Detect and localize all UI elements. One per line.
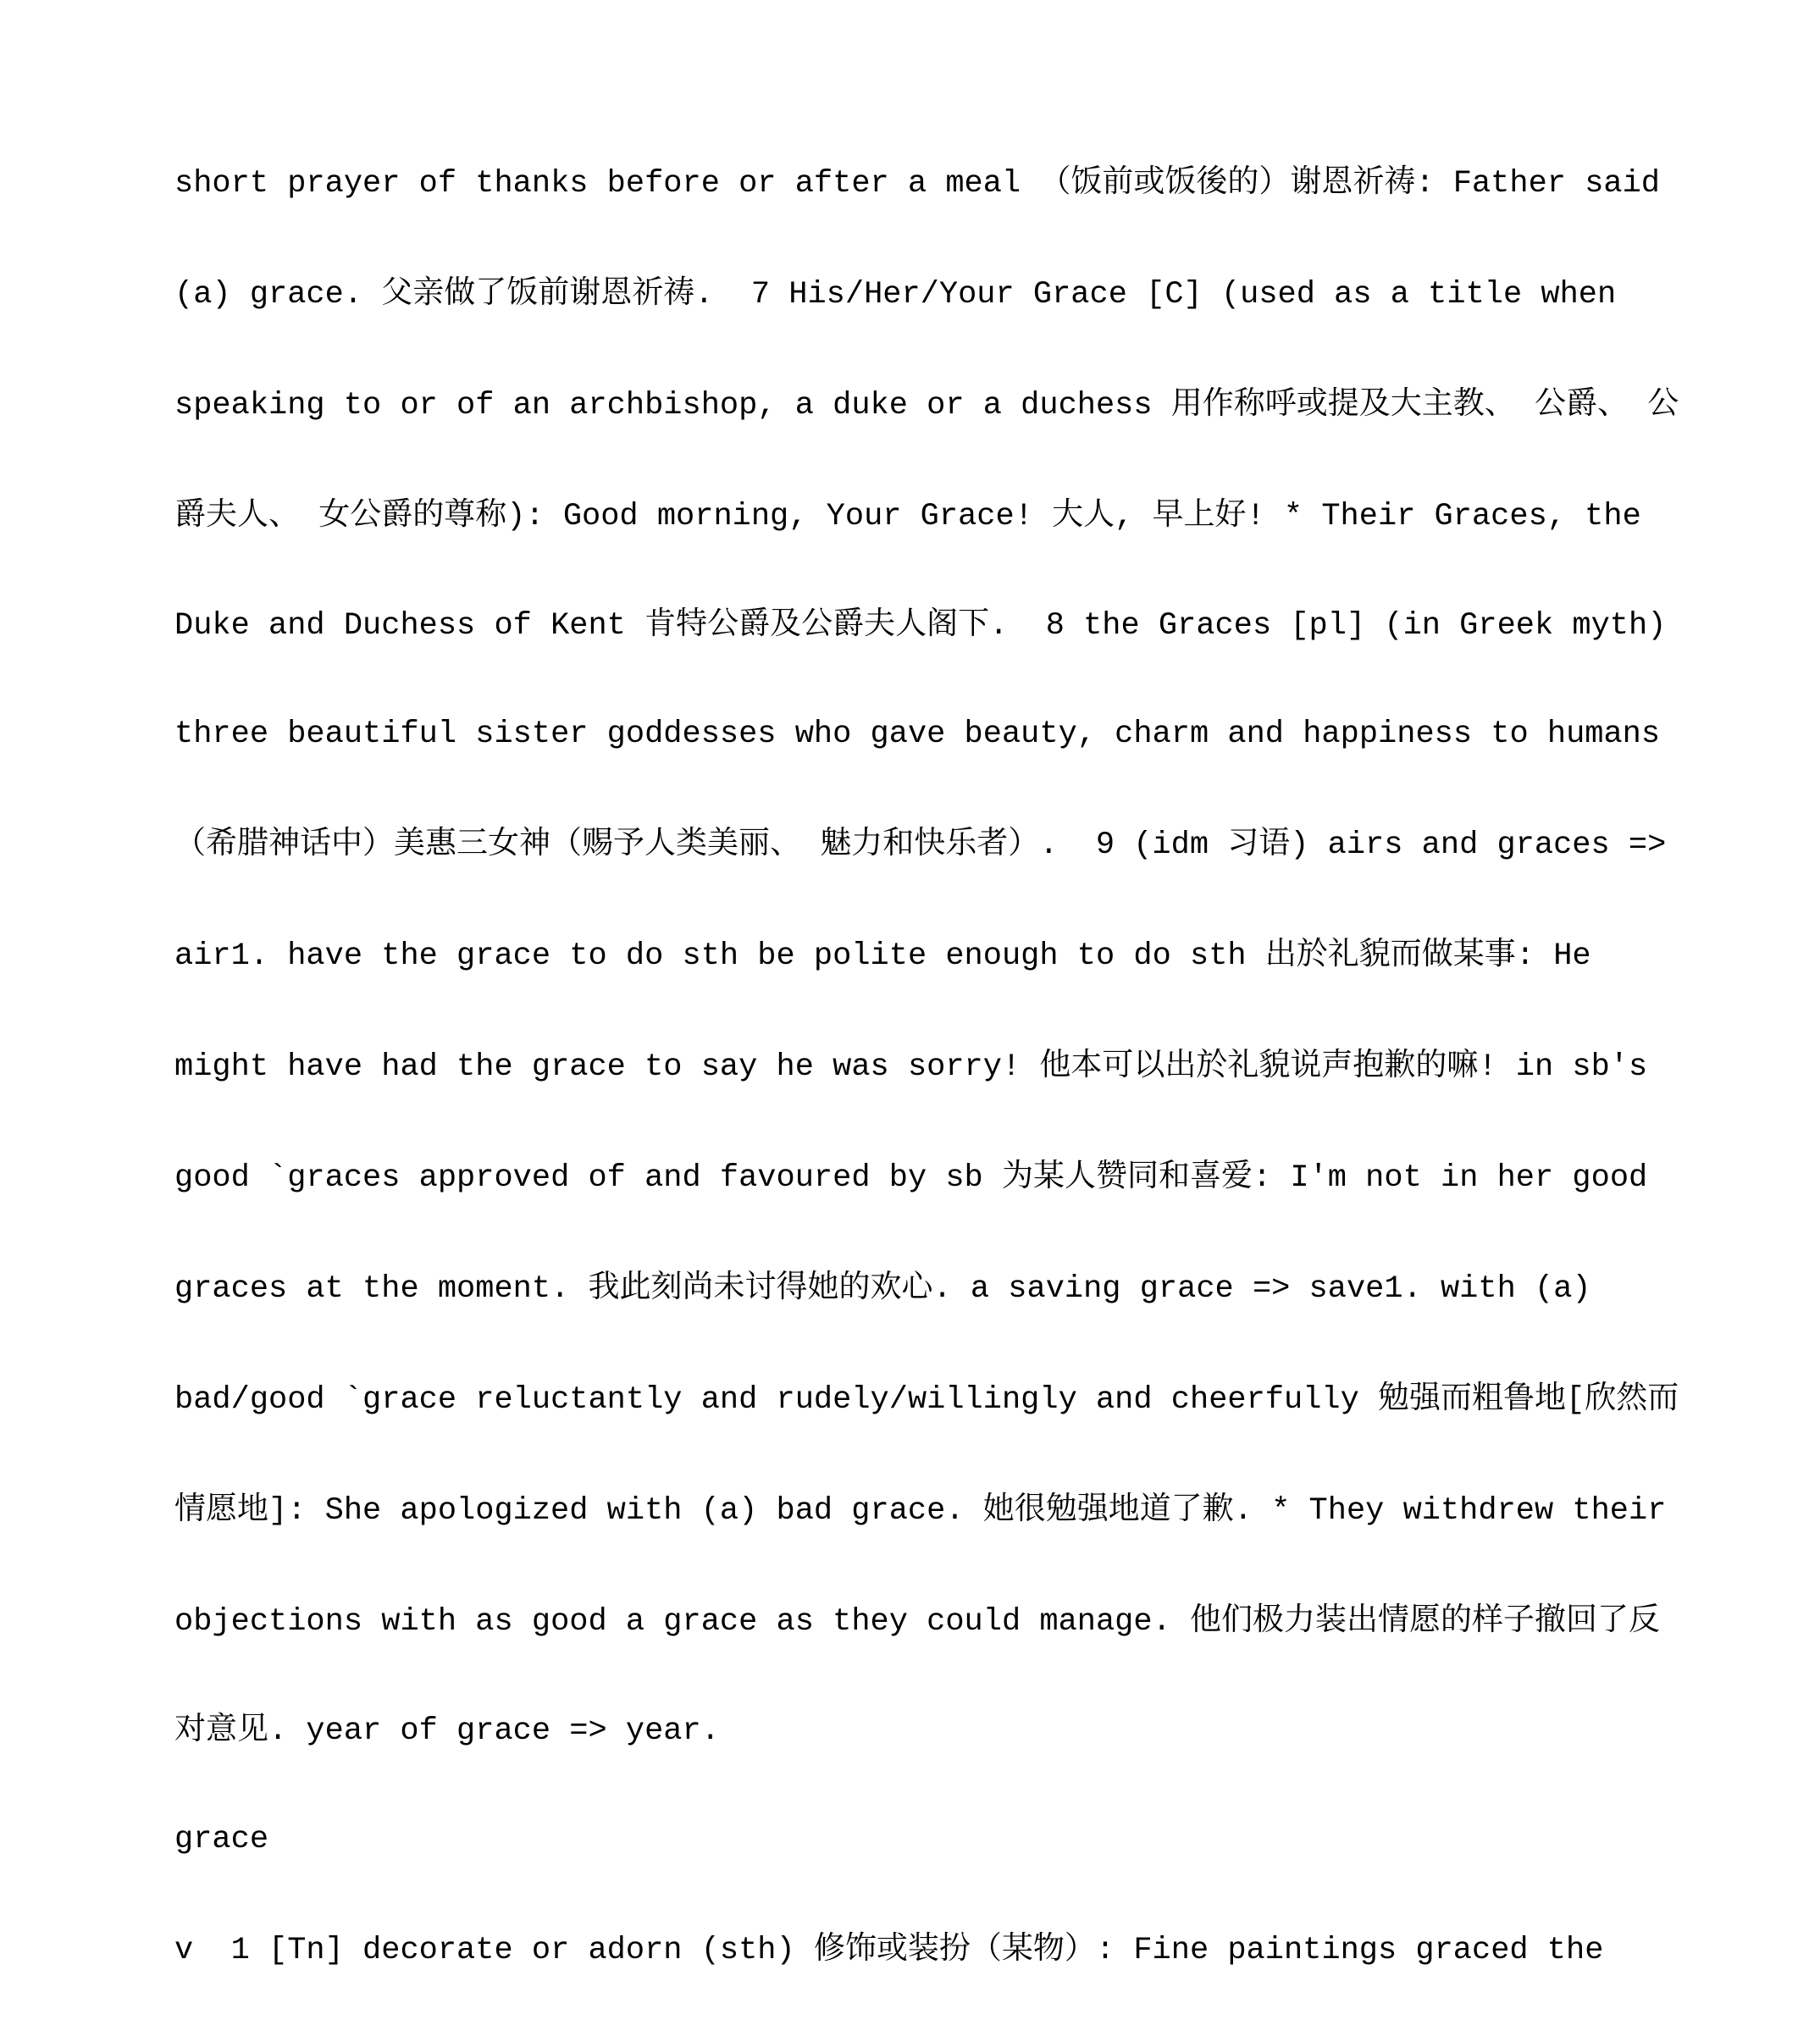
text-line: 爵夫人、 女公爵的尊称): Good morning, Your Grace! 大人, 早上好! * Their Graces, the (174, 499, 1641, 534)
text-line: (a) grace. 父亲做了饭前谢恩祈祷. 7 His/Her/Your Grace [C] (used as a title when (174, 277, 1617, 313)
text-line: objections with as good a grace as they could manage. 他们极力装出情愿的样子撤回了反 (174, 1604, 1660, 1640)
text-line: Duke and Duchess of Kent 肯特公爵及公爵夫人阁下. 8 the Graces [pl] (in Greek myth) (174, 608, 1667, 644)
text-line: good `graces approved of and favoured by sb 为某人赞同和喜爱: I'm not in her good (174, 1160, 1648, 1196)
text-line: three beautiful sister goddesses who gave beauty, charm and happiness to humans (174, 717, 1661, 752)
text-line: short prayer of thanks before or after a meal （饭前或饭後的）谢恩祈祷: Father said (174, 166, 1661, 202)
dictionary-entry-text (174, 93, 1784, 2042)
text-line: 情愿地]: She apologized with (a) bad grace. 她很勉强地道了歉. * They withdrew their (174, 1493, 1667, 1529)
text-line: graces at the moment. 我此刻尚未讨得她的欢心. a saving grace => save1. with (a) (174, 1271, 1591, 1307)
text-line: bad/good `grace reluctantly and rudely/willingly and cheerfully 勉强而粗鲁地[欣然而 (174, 1382, 1679, 1418)
text-line: 对意见. year of grace => year. (174, 1713, 720, 1749)
text-line: might have had the grace to say he was sorry! 他本可以出於礼貌说声抱歉的嘛! in sb's (174, 1049, 1648, 1085)
text-line: （希腊神话中）美惠三女神（赐予人类美丽、 魅力和快乐者）. 9 (idm 习语) airs and graces => (174, 827, 1667, 863)
text-line: speaking to or of an archbishop, a duke or a duchess 用作称呼或提及大主教、 公爵、 公 (174, 388, 1679, 423)
headword: grace (174, 1822, 269, 1857)
text-line: v 1 [Tn] decorate or adorn (sth) 修饰或装扮（某物）: Fine paintings graced the (174, 1933, 1604, 1968)
text-line: air1. have the grace to do sth be polite enough to do sth 出於礼貌而做某事: He (174, 938, 1591, 974)
